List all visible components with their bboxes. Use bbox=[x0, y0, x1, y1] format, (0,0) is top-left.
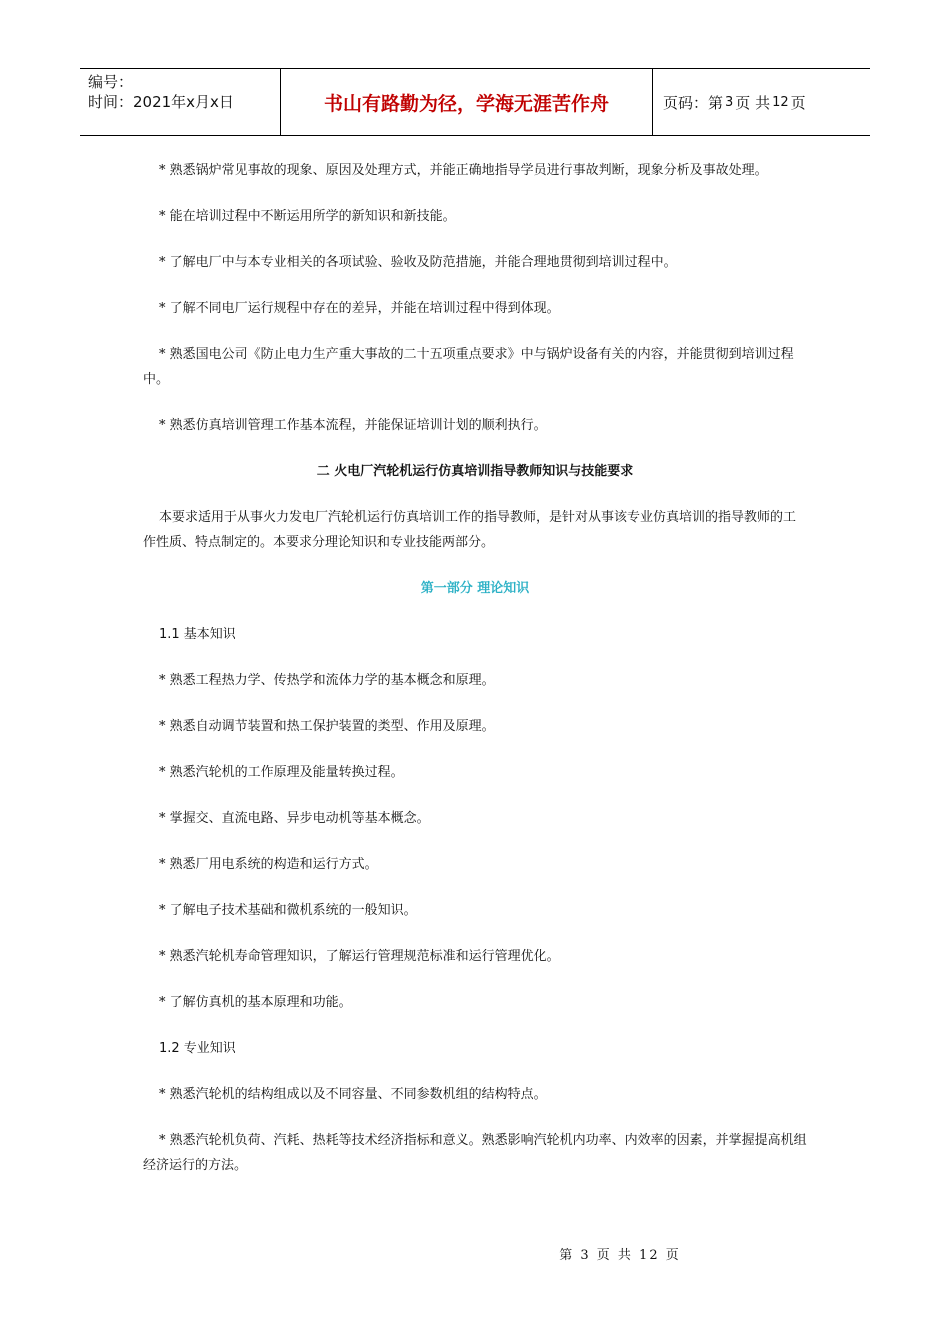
list-item: * 熟悉汽轮机寿命管理知识，了解运行管理规范标准和运行管理优化。 bbox=[159, 949, 560, 964]
list-item: * 掌握交、直流电路、异步电动机等基本概念。 bbox=[159, 811, 430, 826]
list-item: * 能在培训过程中不断运用所学的新知识和新技能。 bbox=[159, 209, 456, 224]
document-header bbox=[80, 68, 870, 136]
subsection-heading: 1.2 专业知识 bbox=[159, 1041, 236, 1056]
list-item: * 了解仿真机的基本原理和功能。 bbox=[159, 995, 352, 1010]
section-title: 二 火电厂汽轮机运行仿真培训指导教师知识与技能要求 bbox=[316, 464, 634, 479]
list-item: * 熟悉汽轮机的工作原理及能量转换过程。 bbox=[159, 765, 404, 780]
list-item: * 熟悉厂用电系统的构造和运行方式。 bbox=[159, 857, 378, 872]
page-footer: 第 3 页 共 12 页 bbox=[559, 1248, 681, 1263]
page-total: 12 bbox=[772, 94, 789, 110]
list-item: * 熟悉工程热力学、传热学和流体力学的基本概念和原理。 bbox=[159, 673, 495, 688]
list-item: * 熟悉仿真培训管理工作基本流程，并能保证培训计划的顺利执行。 bbox=[159, 418, 547, 433]
header-meta bbox=[80, 69, 281, 135]
list-item: * 熟悉自动调节装置和热工保护装置的类型、作用及原理。 bbox=[159, 719, 495, 734]
part-title: 第一部分 理论知识 bbox=[420, 581, 530, 596]
list-item: * 熟悉国电公司《防止电力生产重大事故的二十五项重点要求》中与锅炉设备有关的内容，并能贯彻到培训过程中。 bbox=[143, 347, 794, 387]
intro-paragraph: 本要求适用于从事火力发电厂汽轮机运行仿真培训工作的指导教师，是针对从事该专业仿真培训的指导教师的工作性质、特点制定的。本要求分理论知识和专业技能两部分。 bbox=[143, 510, 797, 550]
header-motto: 书山有路勤为径，学海无涯苦作舟 bbox=[281, 69, 653, 135]
code-label: 编号： bbox=[88, 73, 134, 91]
page-prefix: 页码：第 bbox=[663, 93, 724, 112]
subsection-heading: 1.1 基本知识 bbox=[159, 627, 236, 642]
list-item: * 了解不同电厂运行规程中存在的差异，并能在培训过程中得到体现。 bbox=[159, 301, 560, 316]
page-current: 3 bbox=[725, 94, 734, 110]
list-item: * 熟悉汽轮机的结构组成以及不同容量、不同参数机组的结构特点。 bbox=[159, 1087, 547, 1102]
list-item: * 了解电厂中与本专业相关的各项试验、验收及防范措施，并能合理地贯彻到培训过程中。 bbox=[159, 255, 677, 270]
page-suffix: 页 bbox=[790, 93, 806, 112]
list-item: * 熟悉汽轮机负荷、汽耗、热耗等技术经济指标和意义。熟悉影响汽轮机内功率、内效率的因素，并掌握提高机组经济运行的方法。 bbox=[143, 1133, 807, 1173]
list-item: * 了解电子技术基础和微机系统的一般知识。 bbox=[159, 903, 417, 918]
page-middle: 页 共 bbox=[735, 93, 771, 112]
list-item: * 熟悉锅炉常见事故的现象、原因及处理方式，并能正确地指导学员进行事故判断，现象分析及事故处理。 bbox=[159, 163, 768, 178]
header-page-info bbox=[653, 69, 870, 135]
document-body bbox=[143, 158, 807, 1178]
time-label: 时间：2021年x月x日 bbox=[88, 93, 234, 111]
